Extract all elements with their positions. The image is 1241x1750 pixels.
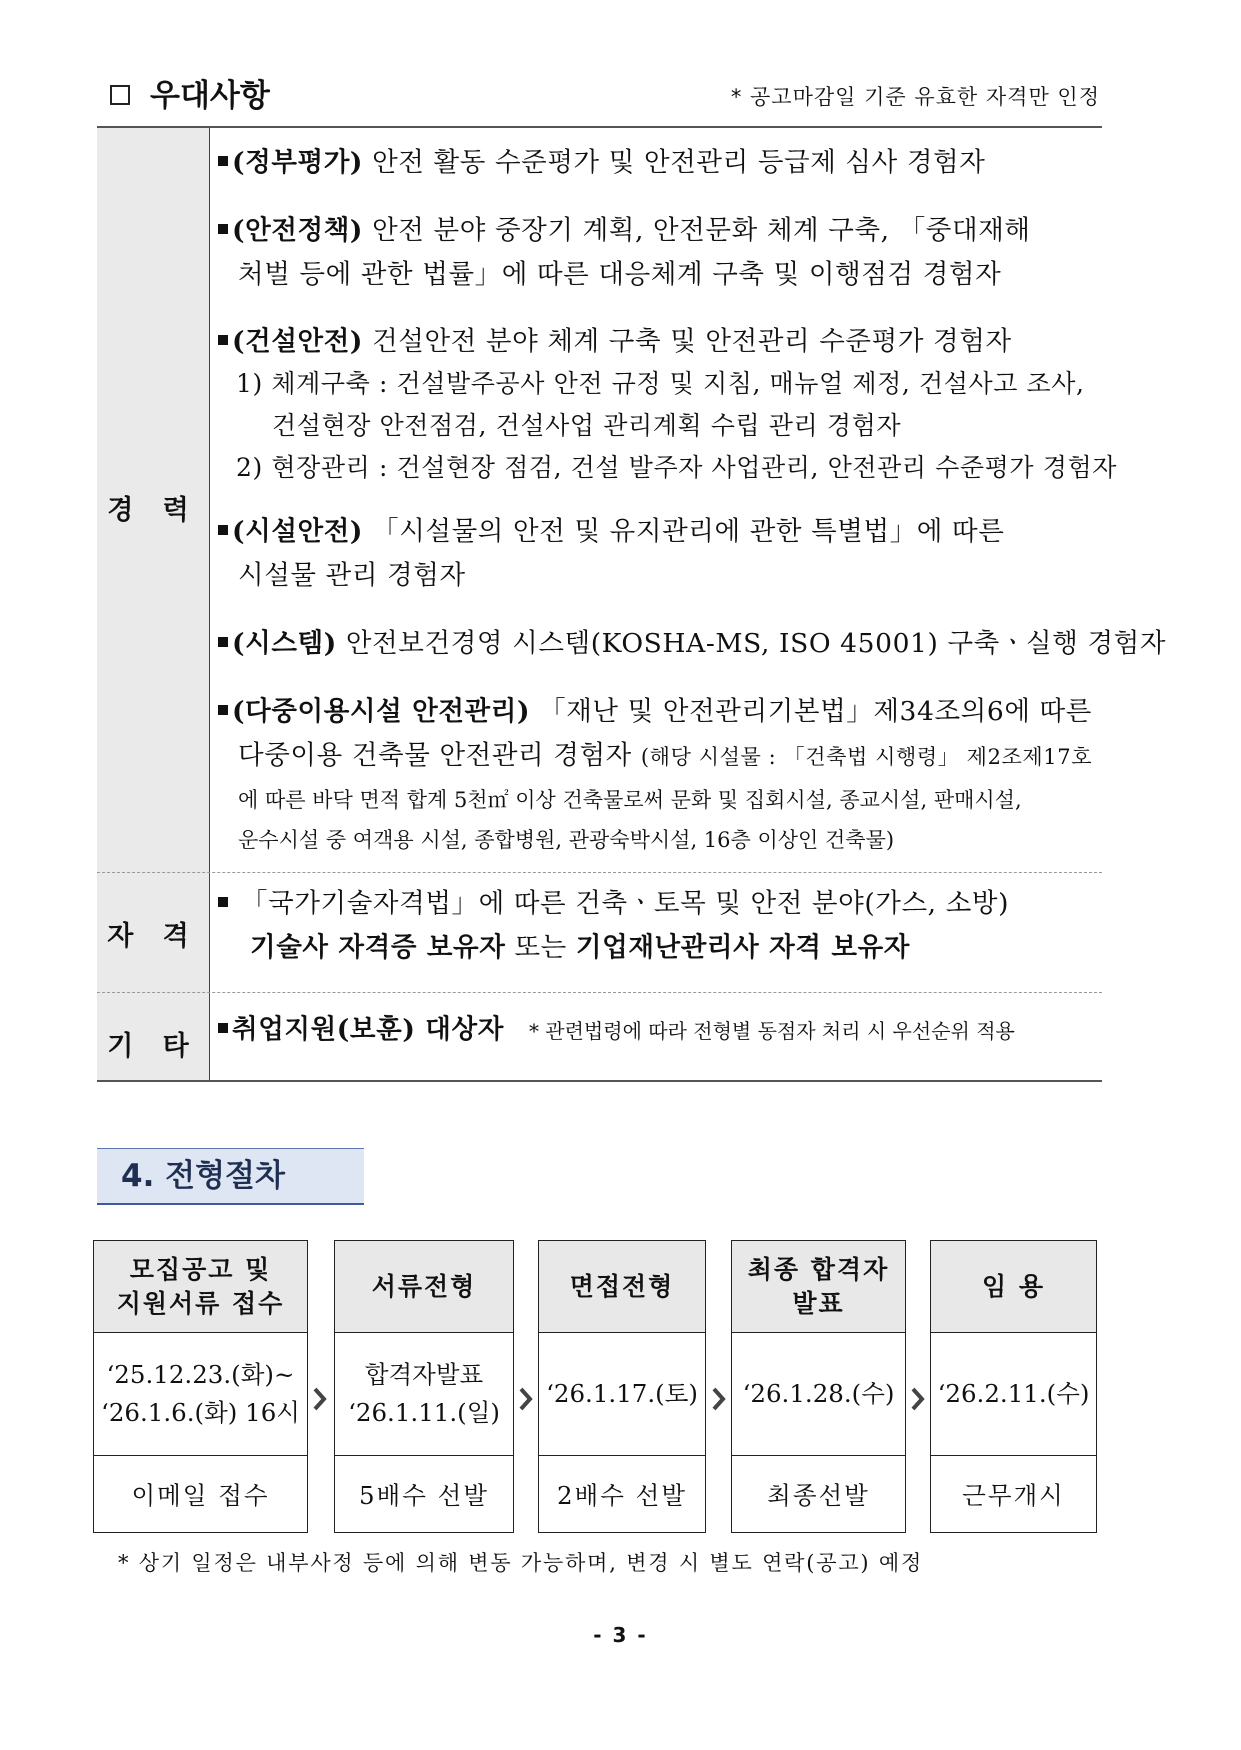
- process-step: [538, 1240, 706, 1533]
- bullet-square-icon: [218, 897, 228, 907]
- step-dates: 합격자발표 ‘26.1.11.(일): [335, 1333, 513, 1456]
- header-note: * 공고마감일 기준 유효한 자격만 인정: [730, 85, 1100, 109]
- page-number: - 3 -: [593, 1623, 648, 1647]
- row-label-career: 경 력: [107, 495, 199, 526]
- career-item: (안전정책) 안전 분야 중장기 계획, 안전문화 체계 구축, 「중대재해: [218, 211, 1031, 251]
- bullet-square-icon: [218, 1023, 228, 1033]
- bullet-square-icon: [218, 705, 228, 715]
- process-step: [930, 1240, 1097, 1533]
- career-item: (정부평가) 안전 활동 수준평가 및 안전관리 등급제 심사 경험자: [218, 143, 985, 183]
- row-divider: [97, 872, 1102, 873]
- step-title: 모집공고 및 지원서류 접수: [94, 1241, 307, 1333]
- step-action: 5배수 선발: [358, 1480, 490, 1510]
- qualification-item-cont: 기술사 자격증 보유자 또는 기업재난관리사 자격 보유자: [250, 932, 910, 963]
- process-step: [731, 1240, 906, 1533]
- process-step: [93, 1240, 308, 1533]
- process-step: [334, 1240, 514, 1533]
- chevron-right-icon: [709, 1384, 729, 1414]
- career-subitem-cont: 건설현장 안전점검, 건설사업 관리계획 수립 관리 경험자: [272, 411, 902, 440]
- other-item: 취업지원(보훈) 대상자 * 관련법령에 따라 전형별 동점자 처리 시 우선순위 적용: [218, 1010, 1015, 1051]
- row-label-qualification: 자 격: [107, 921, 199, 952]
- schedule-footnote: * 상기 일정은 내부사정 등에 의해 변동 가능하며, 변경 시 별도 연락(공고) 예정: [118, 1551, 924, 1575]
- chevron-right-icon: [908, 1384, 928, 1414]
- bullet-square-icon: [218, 156, 228, 166]
- step-dates: ‘26.1.17.(토): [539, 1333, 705, 1456]
- career-item-cont: 시설물 관리 경험자: [238, 560, 466, 591]
- career-item-note: 에 따른 바닥 면적 합계 5천㎡ 이상 건축물로써 문화 및 집회시설, 종교시설, 판매시설,: [238, 788, 1022, 812]
- career-subitem: 2) 현장관리 : 건설현장 점검, 건설 발주자 사업관리, 안전관리 수준평가 경험자: [236, 453, 1117, 482]
- bullet-square-icon: [218, 335, 228, 345]
- career-item: (건설안전) 건설안전 분야 체계 구축 및 안전관리 수준평가 경험자: [218, 322, 1012, 362]
- step-action: 근무개시: [962, 1480, 1065, 1510]
- career-item: (시설안전) 「시설물의 안전 및 유지관리에 관한 특별법」에 따른: [218, 512, 1004, 552]
- section-title: 우대사항: [150, 78, 270, 114]
- career-item-cont: 처벌 등에 관한 법률」에 따른 대응체계 구축 및 이행점검 경험자: [238, 259, 1002, 290]
- step-title: 면접전형: [539, 1241, 705, 1333]
- career-item-cont: 다중이용 건축물 안전관리 경험자 (해당 시설물 : 「건축법 시행령」 제2조제17호: [238, 740, 1093, 771]
- step-dates: ‘26.2.11.(수): [931, 1333, 1096, 1456]
- bullet-square-icon: [218, 525, 228, 535]
- bullet-square-icon: [218, 224, 228, 234]
- step-action: 최종선발: [767, 1480, 870, 1510]
- career-subitem: 1) 체계구축 : 건설발주공사 안전 규정 및 지침, 매뉴얼 제정, 건설사고 조사,: [236, 369, 1085, 398]
- chevron-right-icon: [310, 1384, 330, 1414]
- step-title: 임 용: [931, 1241, 1096, 1333]
- step-action: 2배수 선발: [556, 1480, 688, 1510]
- qualification-item: 「국가기술자격법」에 따른 건축ㆍ토목 및 안전 분야(가스, 소방): [218, 884, 1009, 924]
- step-title: 서류전형: [335, 1241, 513, 1333]
- section-4-header: [97, 1148, 364, 1205]
- career-item: (다중이용시설 안전관리) 「재난 및 안전관리기본법」제34조의6에 따른: [218, 692, 1092, 732]
- career-item-note: 운수시설 중 여객용 시설, 종합병원, 관광숙박시설, 16층 이상인 건축물): [238, 828, 895, 852]
- section-4-title: 4. 전형절차: [121, 1158, 285, 1194]
- career-item: (시스템) 안전보건경영 시스템(KOSHA-MS, ISO 45001) 구축ㆍ실행 경험자: [218, 624, 1166, 664]
- checkbox-square-icon: [110, 85, 130, 105]
- step-dates: ‘25.12.23.(화)~ ‘26.1.6.(화) 16시: [94, 1333, 307, 1456]
- row-divider: [97, 992, 1102, 993]
- step-title: 최종 합격자 발표: [732, 1241, 905, 1333]
- bullet-square-icon: [218, 637, 228, 647]
- step-action: 이메일 접수: [131, 1480, 270, 1510]
- row-label-other: 기 타: [107, 1031, 199, 1062]
- section-header: [110, 76, 1100, 116]
- chevron-right-icon: [516, 1384, 536, 1414]
- step-dates: ‘26.1.28.(수): [732, 1333, 905, 1456]
